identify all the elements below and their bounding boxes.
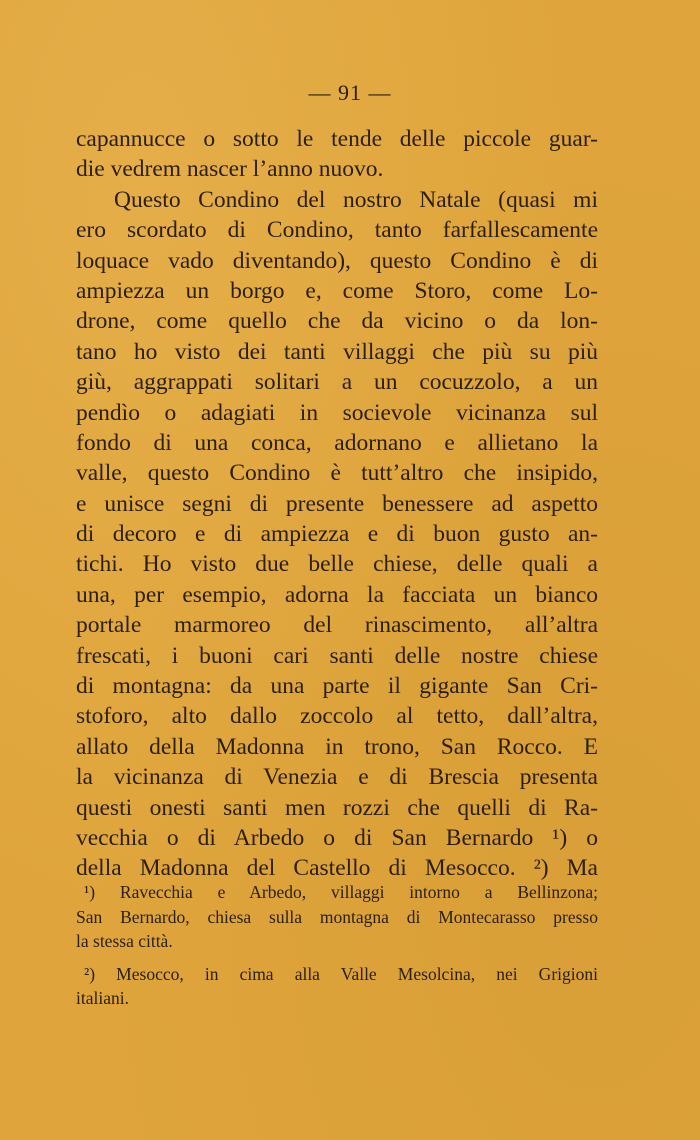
body-line: pendìo o adagiati in socievole vicinanza sul [76,399,598,426]
footnote-line: la stessa città. [76,931,173,951]
body-line: tichi. Ho visto due belle chiese, delle quali a [76,551,598,578]
body-line: loquace vado diventando), questo Condino è di [76,247,598,274]
body-line: la vicinanza di Venezia e di Brescia presenta [76,764,598,791]
body-line: drone, come quello che da vicino o da lon- [76,308,598,335]
footnote-2 [76,962,598,1011]
footnotes [76,880,598,1011]
body-line: capannucce o sotto le tende delle piccole guar- [76,126,598,152]
body-line: vecchia o di Arbedo o di San Bernardo ¹) o [76,824,598,851]
footnote-1 [76,880,598,954]
body-line: frescati, i buoni cari santi delle nostre chiese [76,642,598,669]
body-line: allato della Madonna in trono, San Rocco. E [76,733,598,760]
body-line: questi onesti santi men rozzi che quelli di Ra- [76,794,598,821]
footnote-line: ²) Mesocco, in cima alla Valle Mesolcina, nei Grigioni [84,963,598,984]
body-line: portale marmoreo del rinascimento, all’altra [76,612,598,639]
body-line: ero scordato di Condino, tanto farfallescamente [76,217,598,244]
body-line: fondo di una conca, adornano e allietano la [76,429,598,456]
body-line: die vedrem nascer l’anno nuovo. [76,156,384,183]
body-line: una, per esempio, adorna la facciata un bianco [76,581,598,608]
body-line: tano ho visto dei tanti villaggi che più su più [76,338,598,365]
body-line: ampiezza un borgo e, come Storo, come Lo- [76,277,598,304]
body-line: e unisce segni di presente benessere ad aspetto [76,490,598,517]
body-line: Questo Condino del nostro Natale (quasi mi [114,186,598,213]
footnote-line: italiani. [76,988,129,1008]
body-line: della Madonna del Castello di Mesocco. ²) Ma [76,855,598,882]
body-line: stoforo, alto dallo zoccolo al tetto, dall’altra, [76,703,598,730]
body-line: di montagna: da una parte il gigante San Cri- [76,673,598,700]
footnote-line: San Bernardo, chiesa sulla montagna di Montecarasso presso [76,906,598,927]
footnote-line: ¹) Ravecchia e Arbedo, villaggi intorno a Bellinzona; [84,882,598,902]
body-text [76,124,598,884]
body-line: di decoro e di ampiezza e di buon gusto an- [76,521,598,548]
body-line: giù, aggrappati solitari a un cocuzzolo, a un [76,369,598,396]
page-number: — 91 — [308,80,392,105]
body-line: valle, questo Condino è tutt’altro che insipido, [76,460,598,487]
